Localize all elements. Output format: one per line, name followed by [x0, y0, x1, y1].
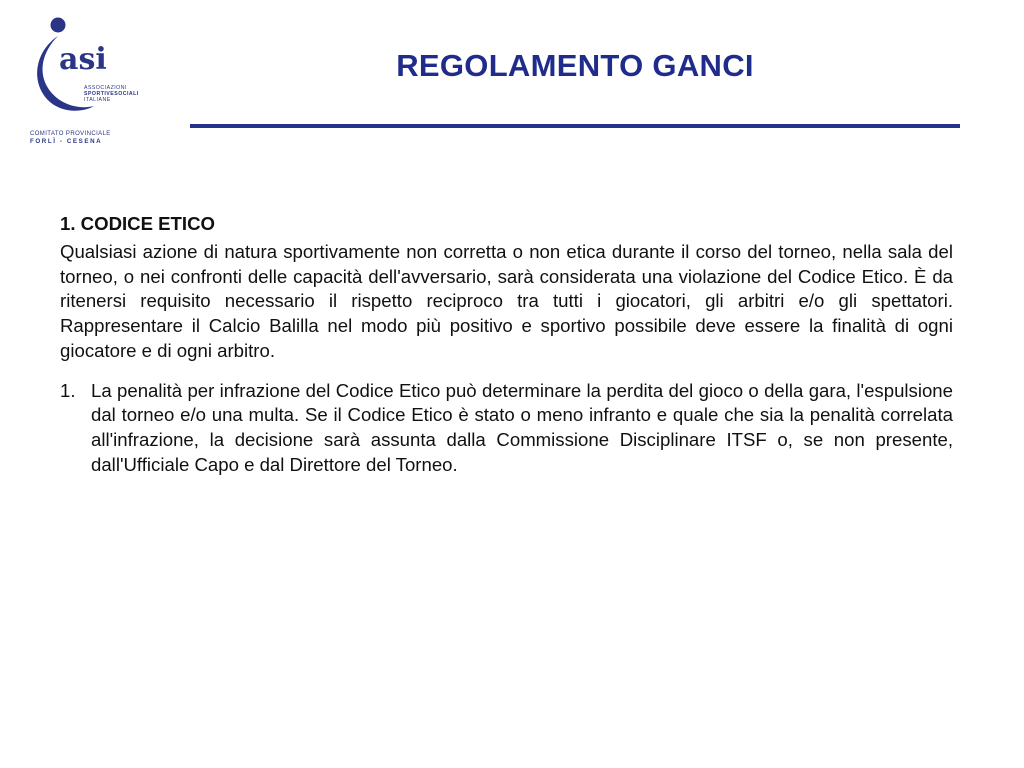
document-body — [60, 212, 953, 477]
logo-line-1: ASSOCIAZIONI — [84, 85, 127, 91]
section-heading: 1. CODICE ETICO — [60, 213, 215, 234]
logo-committee-place: FORLÌ - CESENA — [30, 138, 103, 145]
logo-head-dot — [51, 18, 66, 33]
logo-line-3: ITALIANE — [84, 97, 111, 103]
page-title: REGOLAMENTO GANCI — [396, 48, 754, 83]
list-item-text: La penalità per infrazione del Codice Etico può determinare la perdita del gioco o della gara, l'espulsione dal torneo e/o una multa. Se il Codice Etico è stato o meno infranto e quale che sia la penalità correlata all'infrazione, la decisione sarà assunta dalla Commissione Disciplinare ITSF o, se non presente, dall'Ufficiale Capo e dal Direttore del Torneo. — [91, 379, 953, 475]
title-underline — [190, 124, 960, 128]
asi-logo — [28, 14, 139, 145]
list-item — [60, 379, 953, 478]
logo-brand-text: asi — [59, 42, 107, 77]
logo-committee-label: COMITATO PROVINCIALE — [30, 131, 111, 137]
logo-association-lines — [84, 85, 144, 103]
logo-line-2: SPORTIVESOCIALI — [84, 91, 139, 97]
list-item-number: 1. — [60, 379, 76, 401]
section-paragraph: Qualsiasi azione di natura sportivamente non corretta o non etica durante il corso del torneo, nella sala del torneo, o nei confronti delle capacità dell'avversario, sarà considerata una violazione del Codice Etico. È da ritenersi requisito necessario il rispetto reciproco tra tutti i giocatori, gli arbitri e/o gli spettatori. Rappresentare il Calcio Balilla nel modo più positivo e sportivo possibile deve essere la finalità di ogni giocatore e di ogni arbitro. — [60, 241, 953, 361]
logo-committee — [30, 130, 140, 146]
numbered-list — [60, 379, 953, 478]
